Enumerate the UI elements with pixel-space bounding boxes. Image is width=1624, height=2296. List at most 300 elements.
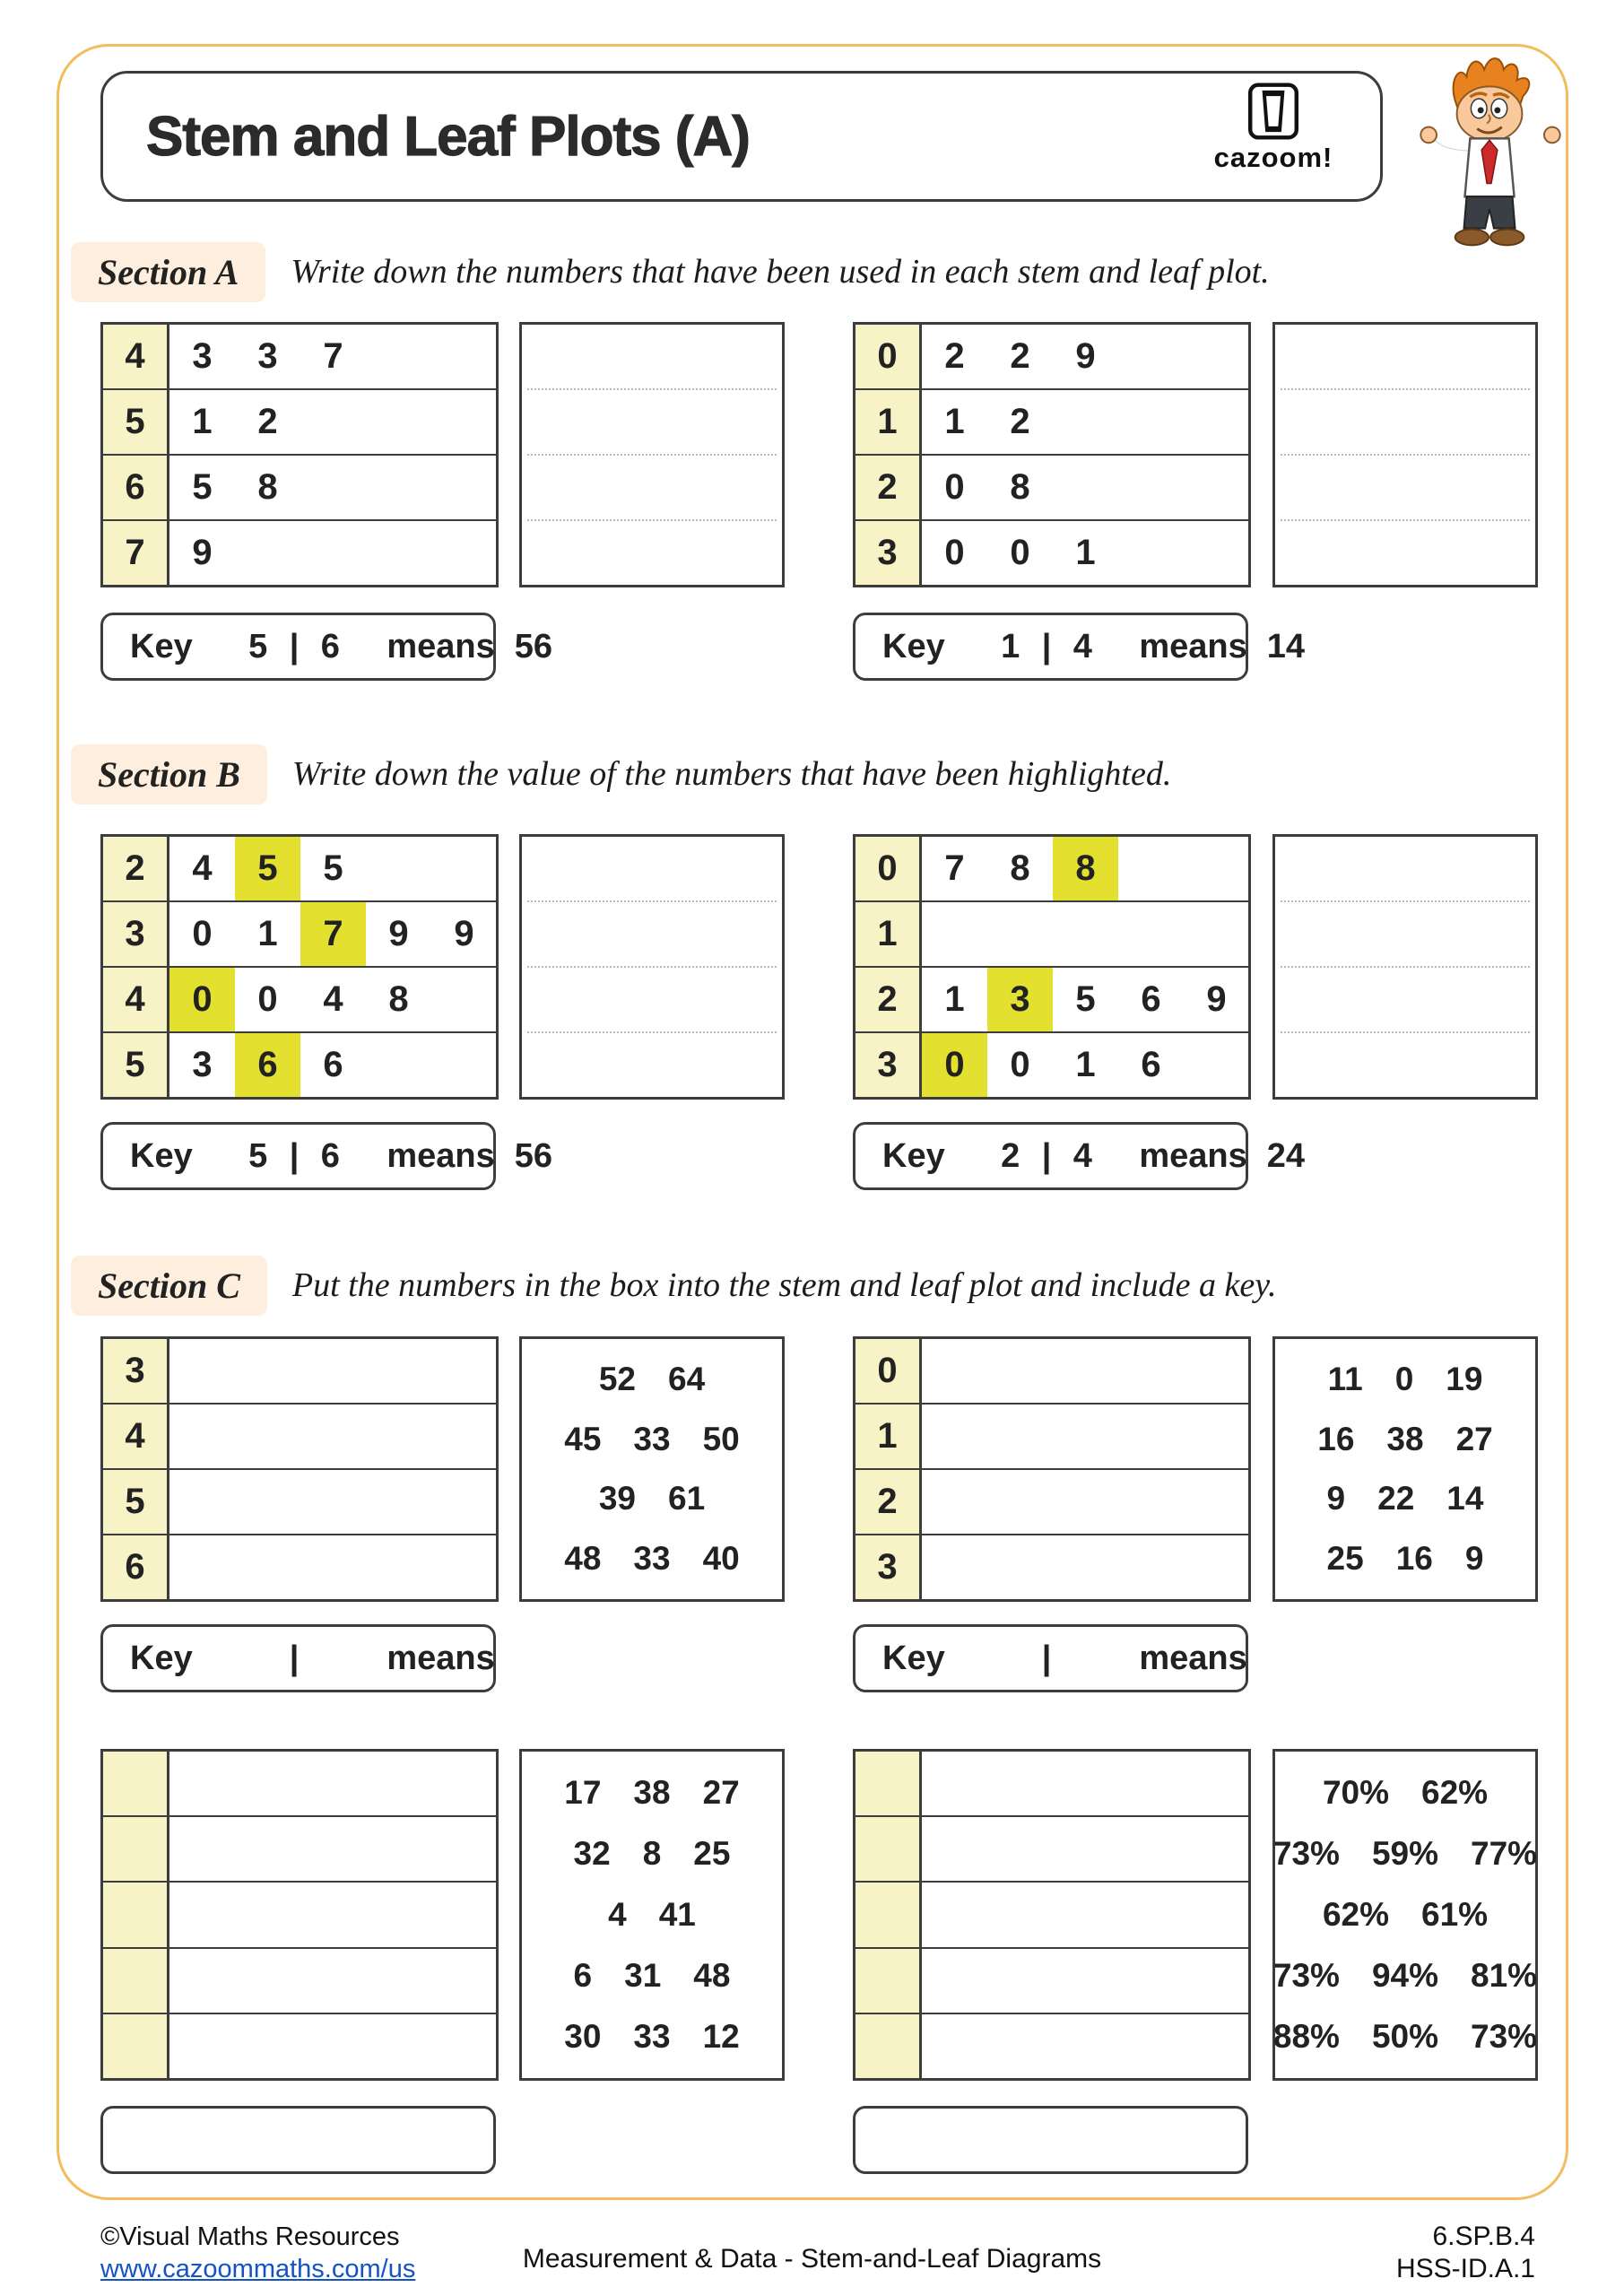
- leaf-cell: 0: [944, 467, 965, 507]
- stem-leaf-row: [855, 1468, 1248, 1534]
- leaf-cells: [922, 1817, 1248, 1881]
- key-box-c2: [853, 1624, 1248, 1692]
- numbers-line: [1281, 1896, 1530, 1934]
- leaf-cell: 0: [257, 979, 278, 1019]
- number-value: 40: [702, 1539, 740, 1577]
- leaf-cell: 2: [944, 336, 965, 376]
- stem-leaf-row: [855, 1815, 1248, 1881]
- stem-cell: 0: [855, 837, 922, 900]
- number-value: 30: [564, 2018, 602, 2055]
- key-label: Key: [882, 1136, 945, 1175]
- key-box-b1: [100, 1122, 553, 1190]
- stem-cell: 5: [103, 1033, 169, 1097]
- answer-line: [1281, 968, 1530, 1033]
- section-a-instruction: Write down the numbers that have been used in each stem and leaf plot.: [291, 253, 1270, 291]
- numbers-line: [1281, 1480, 1530, 1518]
- number-value: 39: [598, 1480, 636, 1518]
- numbers-line: [527, 1774, 777, 1812]
- stem-leaf-plot-a2: [853, 322, 1251, 587]
- answer-line: [527, 902, 777, 968]
- key-leaf-digit: 4: [1073, 627, 1092, 665]
- leaf-cell: 9: [454, 914, 474, 953]
- numbers-line: [527, 1835, 777, 1873]
- leaf-cells: [922, 1405, 1248, 1468]
- mascot-icon: [1415, 52, 1566, 264]
- glass-icon: [1247, 83, 1299, 140]
- number-value: 73%: [1272, 1957, 1340, 1994]
- leaf-cell: 8: [388, 979, 409, 1019]
- footer-center-text: Measurement & Data - Stem-and-Leaf Diagrams: [522, 2244, 1102, 2274]
- number-value: 88%: [1272, 2018, 1340, 2055]
- key-leaf-digit: 4: [1073, 1136, 1092, 1175]
- stem-leaf-row: [103, 837, 496, 900]
- stem-leaf-plot-c4: [853, 1749, 1251, 2081]
- number-value: 38: [1386, 1420, 1424, 1457]
- key-value: 56: [514, 1136, 553, 1175]
- number-value: 17: [564, 1774, 602, 1811]
- page-title: Stem and Leaf Plots (A): [146, 105, 750, 168]
- stem-cell: 1: [855, 902, 922, 966]
- stem-leaf-row: [103, 1881, 496, 1946]
- leaf-cell: 4: [323, 979, 343, 1019]
- section-b-label: Section B: [71, 744, 267, 804]
- number-value: 32: [573, 1835, 611, 1872]
- stem-leaf-row: [103, 966, 496, 1031]
- stem-cell: [855, 1883, 922, 1946]
- leaf-cells: [169, 837, 496, 900]
- leaf-cell: 4: [192, 848, 213, 888]
- number-value: 94%: [1371, 1957, 1439, 1994]
- stem-leaf-row: [855, 519, 1248, 585]
- leaf-cell: 0: [192, 914, 213, 953]
- key-leaf-digit: 6: [320, 627, 340, 665]
- leaf-cell: 8: [257, 467, 278, 507]
- leaf-cells: [922, 1752, 1248, 1815]
- key-divider-bar: |: [1041, 1639, 1052, 1677]
- mascot-character: [1415, 52, 1566, 268]
- leaf-cells: [169, 1752, 496, 1815]
- number-value: 27: [1455, 1420, 1493, 1457]
- stem-cell: 4: [103, 325, 169, 388]
- key-box-c1: [100, 1624, 496, 1692]
- key-leaf-digit: 6: [320, 1136, 340, 1175]
- key-divider-bar: |: [289, 1136, 300, 1175]
- answer-line: [527, 456, 777, 521]
- number-value: 48: [693, 1957, 731, 1994]
- stem-leaf-row: [855, 388, 1248, 454]
- number-value: 25: [1326, 1539, 1364, 1577]
- leaf-cells: [169, 902, 497, 966]
- leaf-cell: 2: [1010, 402, 1030, 441]
- number-value: 61%: [1421, 1896, 1489, 1933]
- leaf-cell: 2: [257, 402, 278, 441]
- number-value: 8: [642, 1835, 662, 1872]
- leaf-cells: [922, 902, 1248, 966]
- leaf-cell: 2: [1010, 336, 1030, 376]
- number-value: 31: [624, 1957, 662, 1994]
- number-value: 45: [564, 1420, 602, 1457]
- section-c-label: Section C: [71, 1256, 267, 1316]
- leaf-cell: 8: [1010, 467, 1030, 507]
- numbers-line: [527, 1361, 777, 1398]
- leaf-cells: [169, 1405, 496, 1468]
- stem-cell: 2: [855, 456, 922, 519]
- stem-cell: [103, 1949, 169, 2013]
- answer-line: [527, 325, 777, 390]
- leaf-cell: 1: [257, 914, 278, 953]
- leaf-cells: [169, 1339, 496, 1403]
- stem-cell: 1: [855, 390, 922, 454]
- blank-key-box-2: [853, 2106, 1248, 2174]
- leaf-cell: 5: [323, 848, 343, 888]
- stem-cell: 6: [103, 456, 169, 519]
- leaf-cell: 0: [1010, 1045, 1030, 1084]
- number-value: 19: [1446, 1361, 1483, 1398]
- numbers-line: [1281, 1421, 1530, 1458]
- stem-cell: 6: [103, 1535, 169, 1599]
- leaf-cells: [922, 325, 1248, 388]
- stem-cell: 3: [855, 1033, 922, 1097]
- answer-line: [1281, 390, 1530, 456]
- number-value: 11: [1327, 1361, 1363, 1398]
- leaf-cell: 7: [944, 848, 965, 888]
- stem-leaf-row: [103, 1339, 496, 1403]
- key-value: 14: [1266, 627, 1306, 665]
- stem-leaf-row: [855, 900, 1248, 966]
- stem-cell: [103, 1817, 169, 1881]
- leaf-cells: [169, 390, 496, 454]
- leaf-cell: 0: [944, 533, 965, 572]
- key-value: 56: [514, 627, 553, 665]
- leaf-cells: [922, 456, 1248, 519]
- stem-cell: 2: [855, 1470, 922, 1534]
- footer-copyright: ©Visual Maths Resources: [100, 2222, 400, 2251]
- leaf-cells: [922, 968, 1249, 1031]
- number-value: 59%: [1371, 1835, 1439, 1872]
- leaf-cells: [169, 1949, 496, 2013]
- answer-box-b2: [1272, 834, 1538, 1100]
- leaf-cell: 1: [1075, 1045, 1096, 1084]
- number-value: 9: [1464, 1539, 1484, 1577]
- section-a-label: Section A: [71, 242, 265, 302]
- cazoom-logo: [1206, 83, 1341, 174]
- stem-cell: 0: [855, 1339, 922, 1403]
- stem-leaf-row: [855, 1403, 1248, 1468]
- stem-leaf-row: [103, 900, 496, 966]
- answer-line: [1281, 456, 1530, 521]
- footer-url-link[interactable]: www.cazoommaths.com/us: [100, 2255, 416, 2283]
- key-means-label: means: [1139, 1639, 1247, 1677]
- number-value: 27: [702, 1774, 740, 1811]
- stem-cell: [855, 1817, 922, 1881]
- answer-box-a2: [1272, 322, 1538, 587]
- key-box-a2: [853, 613, 1306, 681]
- stem-cell: 5: [103, 390, 169, 454]
- stem-cell: 1: [855, 1405, 922, 1468]
- section-c-header: [71, 1252, 1276, 1318]
- key-label: Key: [130, 627, 193, 665]
- leaf-cells: [922, 1535, 1248, 1599]
- stem-cell: 3: [855, 1535, 922, 1599]
- numbers-line: [527, 1896, 777, 1934]
- answer-line: [1281, 902, 1530, 968]
- footer-right: [1396, 2221, 1535, 2285]
- leaf-cell: 9: [1075, 336, 1096, 376]
- number-value: 16: [1317, 1420, 1355, 1457]
- key-label: Key: [130, 1136, 193, 1175]
- stem-leaf-row: [855, 325, 1248, 388]
- key-divider-bar: |: [289, 627, 300, 665]
- stem-leaf-row: [103, 454, 496, 519]
- numbers-line: [1272, 2018, 1538, 2056]
- number-value: 64: [668, 1361, 706, 1398]
- number-value: 52: [598, 1361, 636, 1398]
- key-stem-digit: 1: [1001, 627, 1020, 665]
- leaf-cell: 6: [1141, 1045, 1161, 1084]
- stem-cell: 5: [103, 1470, 169, 1534]
- key-label: Key: [130, 1639, 193, 1677]
- number-value: 62%: [1322, 1896, 1389, 1933]
- stem-leaf-row: [855, 2013, 1248, 2078]
- stem-leaf-row: [103, 1752, 496, 1815]
- leaf-cell: 3: [257, 336, 278, 376]
- stem-leaf-row: [855, 1031, 1248, 1097]
- stem-cell: 0: [855, 325, 922, 388]
- leaf-cell: 6: [1141, 979, 1161, 1019]
- leaf-cell: 9: [192, 533, 213, 572]
- number-value: 0: [1394, 1361, 1414, 1398]
- key-label: Key: [882, 1639, 945, 1677]
- answer-line: [1281, 837, 1530, 902]
- stem-cell: 2: [103, 837, 169, 900]
- section-c-instruction: Put the numbers in the box into the stem and leaf plot and include a key.: [291, 1266, 1277, 1304]
- stem-leaf-row: [855, 1947, 1248, 2013]
- key-value: 24: [1266, 1136, 1306, 1175]
- numbers-line: [1281, 1774, 1530, 1812]
- section-b-instruction: Write down the value of the numbers that have been highlighted.: [291, 755, 1172, 793]
- section-b-header: [71, 741, 1171, 807]
- leaf-cell: 0: [1010, 533, 1030, 572]
- stem-cell: 2: [855, 968, 922, 1031]
- leaf-cells: [169, 968, 496, 1031]
- answer-line: [1281, 325, 1530, 390]
- leaf-cells: [169, 521, 496, 585]
- leaf-cell: 3: [192, 336, 213, 376]
- stem-cell: [103, 2014, 169, 2078]
- numbers-line: [527, 2018, 777, 2056]
- stem-cell: [855, 1752, 922, 1815]
- number-value: 25: [693, 1835, 731, 1872]
- highlighted-leaf-cell: 7: [300, 902, 366, 966]
- cazoom-logo-text: cazoom!: [1213, 142, 1333, 173]
- answer-line: [527, 521, 777, 585]
- stem-leaf-row: [103, 1534, 496, 1599]
- highlighted-leaf-cell: 6: [235, 1033, 300, 1097]
- leaf-cell: 6: [323, 1045, 343, 1084]
- numbers-line: [1272, 1957, 1538, 1995]
- leaf-cell: 3: [192, 1045, 213, 1084]
- numbers-box-c1: [519, 1336, 785, 1602]
- answer-line: [1281, 521, 1530, 585]
- number-value: 9: [1326, 1480, 1346, 1518]
- stem-leaf-row: [103, 1031, 496, 1097]
- stem-leaf-row: [855, 1881, 1248, 1946]
- key-means-label: means: [1139, 627, 1247, 665]
- leaf-cell: 1: [944, 402, 965, 441]
- stem-cell: 4: [103, 1405, 169, 1468]
- numbers-line: [1281, 1540, 1530, 1578]
- highlighted-leaf-cell: 5: [235, 837, 300, 900]
- stem-cell: [855, 1949, 922, 2013]
- title-box: [100, 71, 1383, 202]
- leaf-cell: 8: [1010, 848, 1030, 888]
- highlighted-leaf-cell: 8: [1053, 837, 1118, 900]
- leaf-cells: [922, 1339, 1248, 1403]
- highlighted-leaf-cell: 0: [169, 968, 235, 1031]
- key-box-a1: [100, 613, 553, 681]
- leaf-cell: 1: [944, 979, 965, 1019]
- number-value: 73%: [1471, 2018, 1538, 2055]
- numbers-box-c4: [1272, 1749, 1538, 2081]
- answer-line: [1281, 1033, 1530, 1097]
- leaf-cells: [169, 1033, 496, 1097]
- stem-leaf-row: [103, 1947, 496, 2013]
- key-means-label: means: [386, 1639, 495, 1677]
- numbers-line: [527, 1957, 777, 1995]
- key-means-label: means: [1139, 1136, 1247, 1175]
- key-means-label: means: [386, 1136, 495, 1175]
- stem-leaf-row: [103, 1468, 496, 1534]
- leaf-cells: [922, 390, 1248, 454]
- leaf-cells: [169, 1470, 496, 1534]
- leaf-cells: [169, 325, 496, 388]
- stem-leaf-row: [855, 454, 1248, 519]
- key-divider-bar: |: [1041, 627, 1052, 665]
- number-value: 41: [658, 1896, 696, 1933]
- standard-code-top: 6.SP.B.4: [1432, 2222, 1535, 2251]
- stem-leaf-row: [103, 325, 496, 388]
- stem-cell: 3: [103, 902, 169, 966]
- numbers-box-c3: [519, 1749, 785, 2081]
- key-means-label: means: [386, 627, 495, 665]
- stem-leaf-row: [103, 2013, 496, 2078]
- key-stem-digit: 5: [248, 627, 268, 665]
- stem-leaf-plot-a1: [100, 322, 499, 587]
- number-value: 33: [633, 2018, 671, 2055]
- stem-leaf-row: [103, 1403, 496, 1468]
- leaf-cell: 5: [192, 467, 213, 507]
- stem-leaf-plot-c2: [853, 1336, 1251, 1602]
- highlighted-leaf-cell: 0: [922, 1033, 987, 1097]
- answer-line: [527, 837, 777, 902]
- stem-leaf-row: [103, 519, 496, 585]
- leaf-cells: [169, 456, 496, 519]
- answer-box-a1: [519, 322, 785, 587]
- standard-code-bottom: HSS-ID.A.1: [1395, 2254, 1535, 2283]
- stem-leaf-plot-c3: [100, 1749, 499, 2081]
- numbers-line: [527, 1421, 777, 1458]
- numbers-box-c2: [1272, 1336, 1538, 1602]
- key-divider-bar: |: [1041, 1136, 1052, 1175]
- stem-cell: 3: [103, 1339, 169, 1403]
- answer-box-b1: [519, 834, 785, 1100]
- stem-leaf-row: [855, 966, 1248, 1031]
- number-value: 73%: [1272, 1835, 1340, 1872]
- stem-leaf-plot-c1: [100, 1336, 499, 1602]
- numbers-line: [527, 1540, 777, 1578]
- stem-leaf-plot-b2: [853, 834, 1251, 1100]
- leaf-cell: 1: [1075, 533, 1096, 572]
- stem-cell: [103, 1752, 169, 1815]
- number-value: 4: [608, 1896, 627, 1933]
- key-label: Key: [882, 627, 945, 665]
- leaf-cell: 9: [1206, 979, 1227, 1019]
- number-value: 50: [702, 1420, 740, 1457]
- number-value: 81%: [1471, 1957, 1538, 1994]
- stem-leaf-row: [103, 388, 496, 454]
- key-stem-digit: 5: [248, 1136, 268, 1175]
- number-value: 12: [702, 2018, 740, 2055]
- leaf-cells: [922, 1470, 1248, 1534]
- number-value: 33: [633, 1539, 671, 1577]
- numbers-line: [527, 1480, 777, 1518]
- stem-cell: 7: [103, 521, 169, 585]
- number-value: 22: [1377, 1480, 1415, 1518]
- numbers-line: [1272, 1835, 1538, 1873]
- number-value: 77%: [1471, 1835, 1538, 1872]
- section-a-header: [71, 239, 1270, 305]
- number-value: 62%: [1421, 1774, 1489, 1811]
- blank-key-box-1: [100, 2106, 496, 2174]
- leaf-cells: [169, 2014, 496, 2078]
- stem-leaf-row: [103, 1815, 496, 1881]
- number-value: 38: [633, 1774, 671, 1811]
- stem-leaf-plot-b1: [100, 834, 499, 1100]
- stem-leaf-row: [855, 837, 1248, 900]
- number-value: 48: [564, 1539, 602, 1577]
- leaf-cells: [169, 1535, 496, 1599]
- leaf-cell: 9: [388, 914, 409, 953]
- stem-cell: 3: [855, 521, 922, 585]
- stem-leaf-row: [855, 1752, 1248, 1815]
- number-value: 16: [1395, 1539, 1433, 1577]
- leaf-cell: 5: [1075, 979, 1096, 1019]
- leaf-cells: [169, 1817, 496, 1881]
- stem-cell: [103, 1883, 169, 1946]
- stem-leaf-row: [855, 1339, 1248, 1403]
- leaf-cells: [922, 2014, 1248, 2078]
- number-value: 70%: [1322, 1774, 1389, 1811]
- numbers-line: [1281, 1361, 1530, 1398]
- leaf-cell: 7: [323, 336, 343, 376]
- leaf-cells: [922, 1949, 1248, 2013]
- number-value: 14: [1446, 1480, 1484, 1518]
- stem-leaf-row: [855, 1534, 1248, 1599]
- key-divider-bar: |: [289, 1639, 300, 1677]
- answer-line: [527, 968, 777, 1033]
- stem-cell: 4: [103, 968, 169, 1031]
- number-value: 33: [633, 1420, 671, 1457]
- leaf-cells: [922, 521, 1248, 585]
- number-value: 61: [668, 1480, 706, 1518]
- number-value: 6: [573, 1957, 593, 1994]
- answer-line: [527, 390, 777, 456]
- leaf-cells: [922, 1033, 1248, 1097]
- leaf-cells: [922, 837, 1248, 900]
- highlighted-leaf-cell: 3: [987, 968, 1053, 1031]
- key-stem-digit: 2: [1001, 1136, 1020, 1175]
- leaf-cells: [169, 1883, 496, 1946]
